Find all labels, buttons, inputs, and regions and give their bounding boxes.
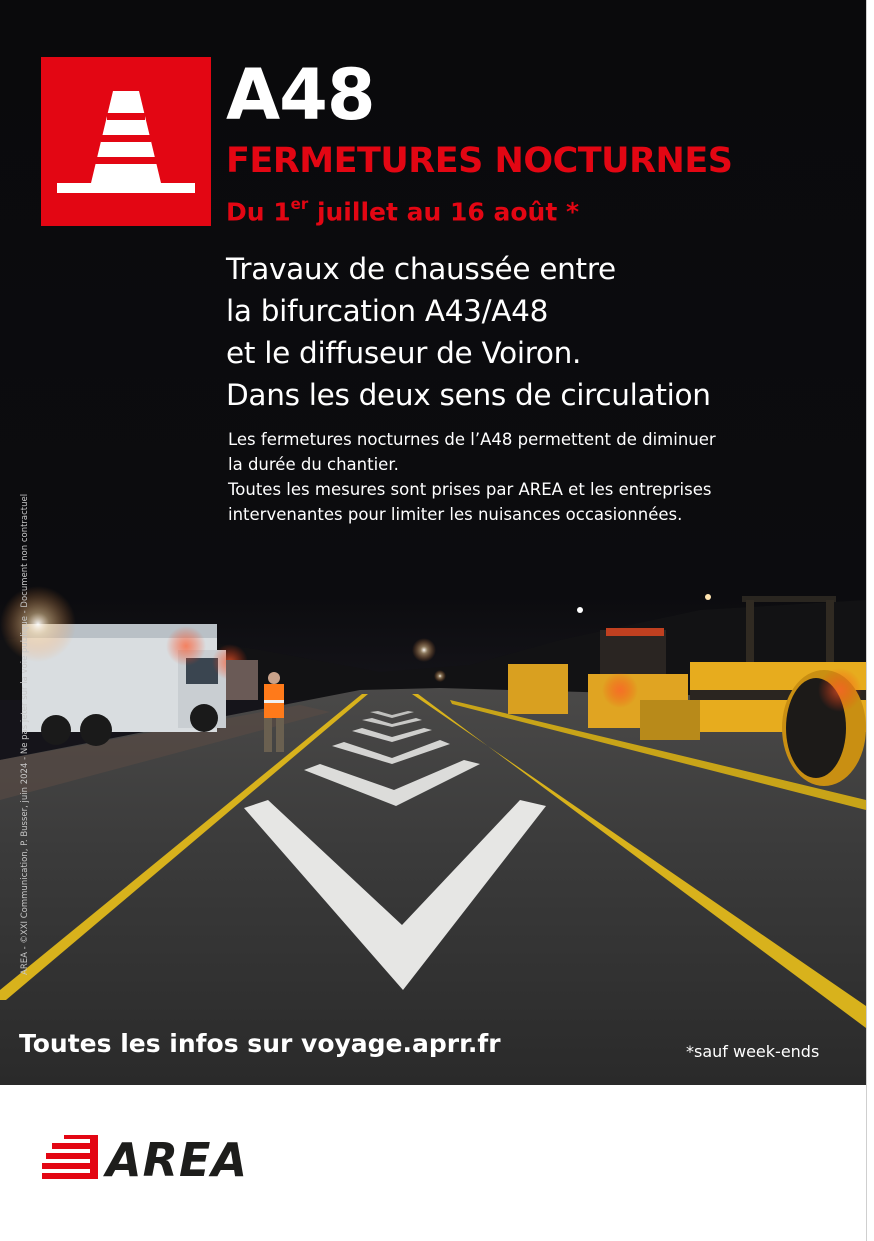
area-stripes-icon [40, 1133, 102, 1187]
body-line: intervenantes pour limiter les nuisances occasionnées. [228, 505, 683, 524]
date-superscript: er [290, 195, 309, 213]
body-line: la durée du chantier. [228, 455, 399, 474]
date-suffix: juillet au 16 août * [308, 197, 580, 227]
body-line: Toutes les mesures sont prises par AREA et les entreprises [228, 480, 712, 499]
area-wordmark: AREA [106, 1133, 249, 1187]
traffic-cone-logo [41, 57, 211, 226]
date-range [226, 186, 579, 232]
headline-line: la bifurcation A43/A48 [226, 294, 549, 328]
body-paragraph [228, 427, 828, 477]
headline-line: et le diffuseur de Voiron. [226, 336, 582, 370]
page-title: A48 [226, 54, 375, 136]
headline [226, 248, 846, 416]
page-subtitle: FERMETURES NOCTURNES [226, 141, 733, 181]
body-paragraph [228, 477, 828, 527]
date-prefix: Du 1 [226, 197, 291, 227]
photo-credit: AREA - ©XXI Communication, P. Busser, juin 2024 - Ne pas jeter sur la voie publique - Document non contractuel [20, 493, 30, 975]
body-text [228, 427, 828, 527]
headline-line: Travaux de chaussée entre [226, 252, 616, 286]
body-line: Les fermetures nocturnes de l’A48 permettent de diminuer [228, 430, 716, 449]
info-website-text: Toutes les infos sur voyage.aprr.fr [19, 1029, 501, 1058]
traffic-cone-icon [41, 57, 211, 226]
footnote: *sauf week-ends [686, 1042, 820, 1061]
headline-line: Dans les deux sens de circulation [226, 378, 711, 412]
area-logo [40, 1130, 250, 1190]
scan-edge [866, 0, 874, 1241]
